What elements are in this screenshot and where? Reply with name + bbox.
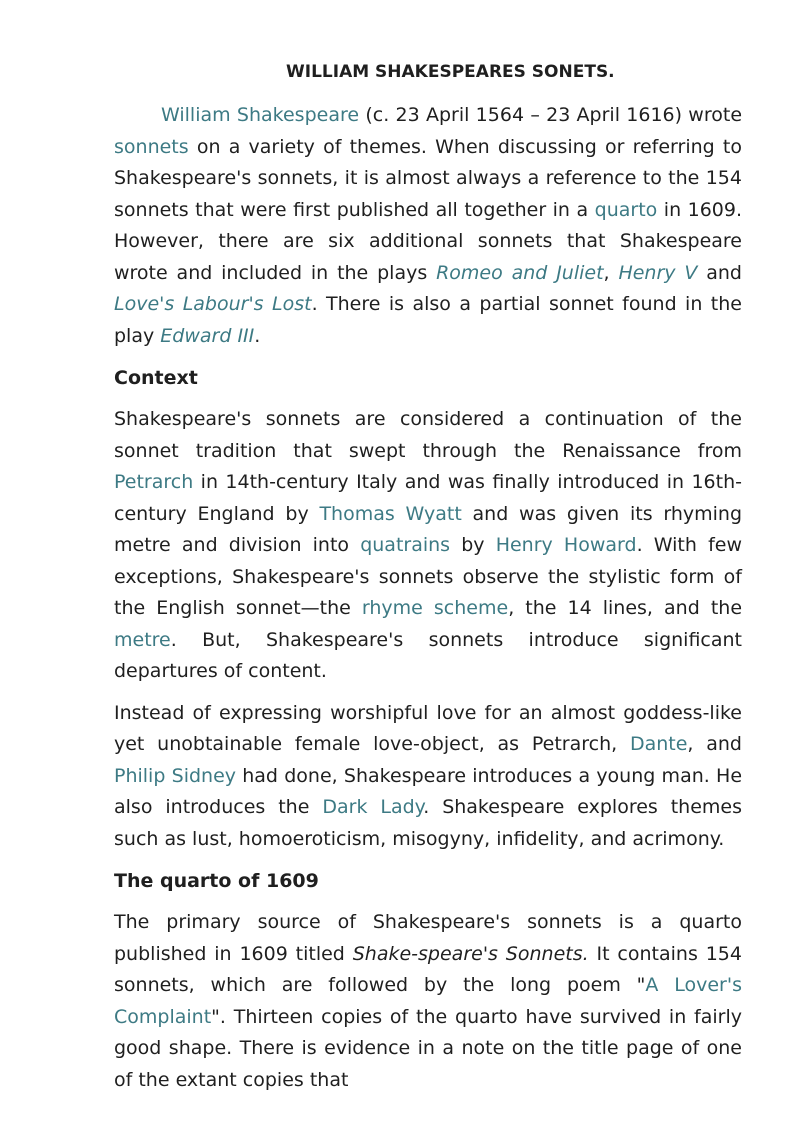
- link-sonnets[interactable]: sonnets: [114, 135, 189, 158]
- link-philip-sidney[interactable]: Philip Sidney: [114, 764, 237, 787]
- page-title: WILLIAM SHAKESPEARES SONETS.: [286, 62, 615, 82]
- link-dante[interactable]: Dante: [629, 733, 688, 755]
- link-rhyme-scheme[interactable]: rhyme scheme: [361, 597, 509, 619]
- context-paragraph-1: Shakespeare's sonnets are considered a continuation of the sonnet tradition that swept through the Renaissance from Petrarch in 14th-century Italy and was finally introduced in 16th-century England by Thomas Wyatt and was given its rhyming metre and division into quatrains by Henry Howard. With few exceptions, Shakespeare's sonnets observe the stylistic form of the English sonnet—the rhyme scheme, the 14 lines, and the metre. But, Shakespeare's sonnets introduce significant departures of content.: [114, 408, 743, 682]
- link-loves-labours-lost[interactable]: Love's Labour's Lost: [114, 293, 312, 315]
- heading-context: Context: [114, 367, 198, 389]
- link-thomas-wyatt[interactable]: Thomas Wyatt: [319, 502, 462, 525]
- link-quarto[interactable]: quarto: [594, 198, 658, 221]
- link-edward-iii[interactable]: Edward III: [160, 324, 255, 347]
- context-paragraph-2: Instead of expressing worshipful love for an almost goddess-like yet unobtainable female love-object, as Petrarch, Dante, and Philip Sidney had done, Shakespeare introduces a young man. He also introduces the Dark Lady. Shakespeare explores themes such as lust, homoeroticism, misogyny, infidelity, and acrimony.: [114, 701, 743, 850]
- link-petrarch[interactable]: Petrarch: [114, 471, 194, 493]
- link-dark-lady[interactable]: Dark Lady: [322, 796, 424, 818]
- document-body: [114, 58, 742, 1106]
- link-quatrains[interactable]: quatrains: [360, 534, 451, 556]
- link-henry-howard[interactable]: Henry Howard: [495, 534, 637, 556]
- link-a-lovers-complaint[interactable]: A Lover's Complaint: [114, 974, 742, 1028]
- link-metre[interactable]: metre: [114, 628, 171, 651]
- heading-quarto-1609: The quarto of 1609: [114, 870, 319, 892]
- link-romeo-and-juliet[interactable]: Romeo and Juliet: [436, 261, 604, 284]
- quarto-title-italic: Shake-speare's Sonnets.: [352, 942, 589, 965]
- link-william-shakespeare[interactable]: William Shakespeare: [161, 104, 360, 126]
- link-henry-v[interactable]: Henry V: [618, 261, 698, 284]
- quarto-paragraph: The primary source of Shakespeare's sonnets is a quarto published in 1609 titled Shake-speare's Sonnets. It contains 154 sonnets, which are followed by the long poem "A Lover's Complaint". Thirteen copies of the quarto have survived in fairly good shape. There is evidence in a note on the title page of one of the extant copies that: [114, 911, 742, 1091]
- intro-paragraph: William Shakespeare (c. 23 April 1564 – 23 April 1616) wrote sonnets on a variety of themes. When discussing or referring to Shakespeare's sonnets, it is almost always a reference to the 154 sonnets that were first published all together in a quarto in 1609. However, there are six additional sonnets that Shakespeare wrote and included in the plays Romeo and Juliet, Henry V and Love's Labour's Lost. There is also a partial sonnet found in the play Edward III.: [114, 104, 743, 347]
